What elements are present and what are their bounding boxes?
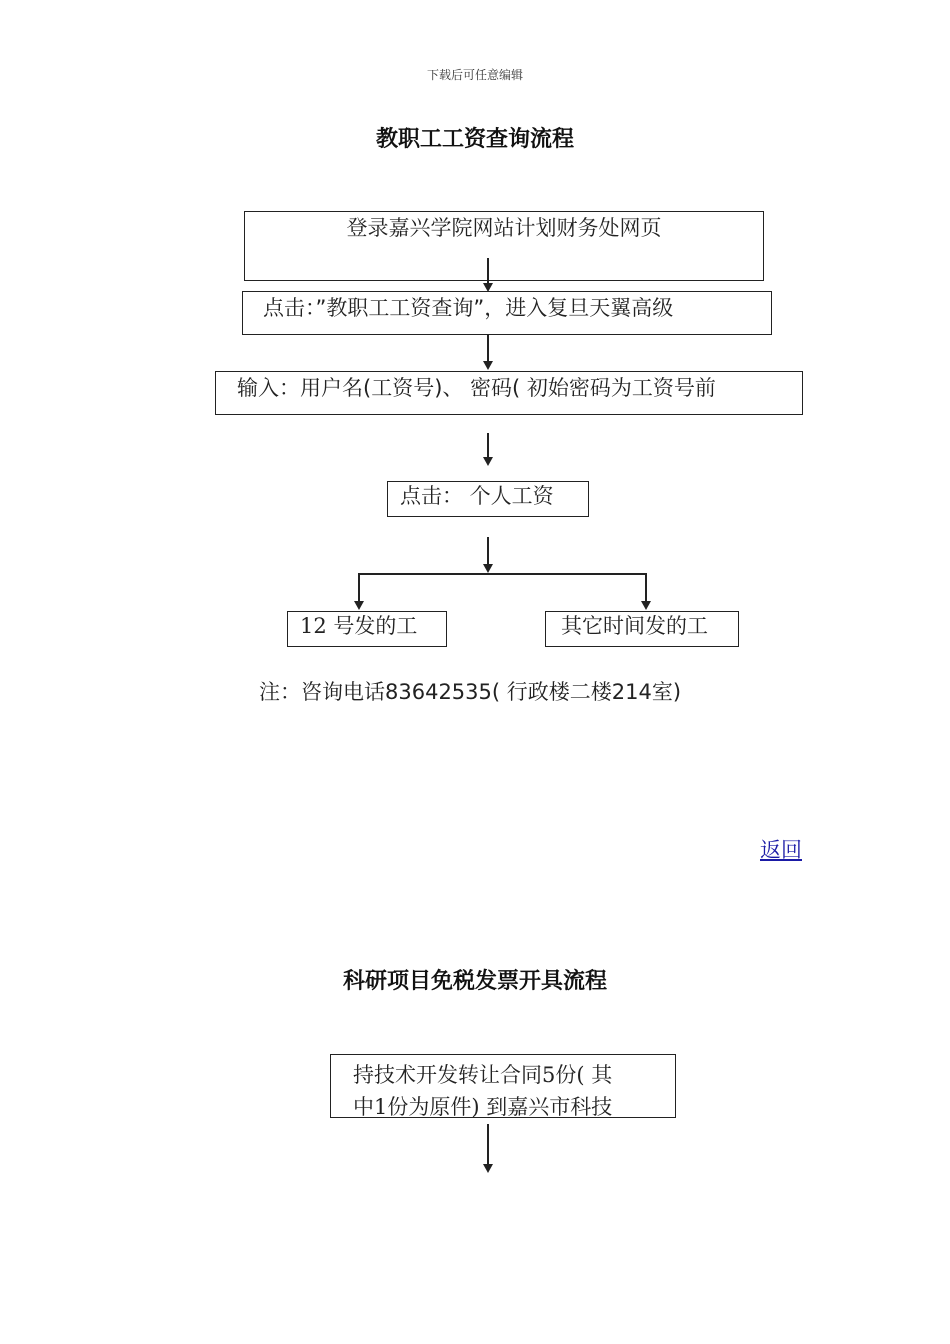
flow-branch-other-times-text: 其它时间发的工 bbox=[561, 614, 708, 638]
flow-step-contract-submission bbox=[330, 1054, 676, 1118]
flow-step-click-salary-query-text: 点击：”教职工工资查询”，进入复旦天翼高级 bbox=[263, 296, 674, 320]
flow-step-login-text: 登录嘉兴学院网站计划财务处网页 bbox=[346, 216, 662, 240]
contact-note: 注：咨询电话83642535( 行政楼二楼214室) bbox=[259, 680, 682, 704]
back-link[interactable]: 返回 bbox=[760, 838, 802, 862]
flow-step-contract-line2: 中1份为原件) 到嘉兴市科技 bbox=[353, 1095, 613, 1118]
flow-step-enter-credentials-text: 输入：用户名(工资号)、 密码( 初始密码为工资号前 bbox=[237, 376, 716, 400]
arrow-down-icon bbox=[481, 537, 495, 573]
flow-step-login bbox=[244, 211, 764, 281]
branch-connector-line bbox=[358, 573, 647, 575]
flow-branch-other-times bbox=[545, 611, 739, 647]
arrow-down-icon bbox=[481, 258, 495, 292]
flow-step-personal-salary-text: 点击： 个人工资 bbox=[400, 484, 554, 508]
arrow-down-icon bbox=[481, 335, 495, 370]
flow-step-personal-salary bbox=[387, 481, 589, 517]
flow-branch-payday-12 bbox=[287, 611, 447, 647]
arrow-down-icon bbox=[481, 1124, 495, 1173]
header-note: 下载后可任意编辑 bbox=[426, 68, 523, 82]
arrow-down-icon bbox=[352, 573, 366, 610]
salary-flow-title: 教职工工资查询流程 bbox=[375, 127, 574, 152]
flow-branch-payday-12-text: 12 号发的工 bbox=[300, 614, 418, 638]
flow-step-contract-line1: 持技术开发转让合同5份( 其 bbox=[353, 1063, 613, 1087]
flow-step-enter-credentials bbox=[215, 371, 803, 415]
arrow-down-icon bbox=[639, 573, 653, 610]
arrow-down-icon bbox=[481, 433, 495, 466]
invoice-flow-title: 科研项目免税发票开具流程 bbox=[342, 969, 607, 994]
flow-step-click-salary-query bbox=[242, 291, 772, 335]
